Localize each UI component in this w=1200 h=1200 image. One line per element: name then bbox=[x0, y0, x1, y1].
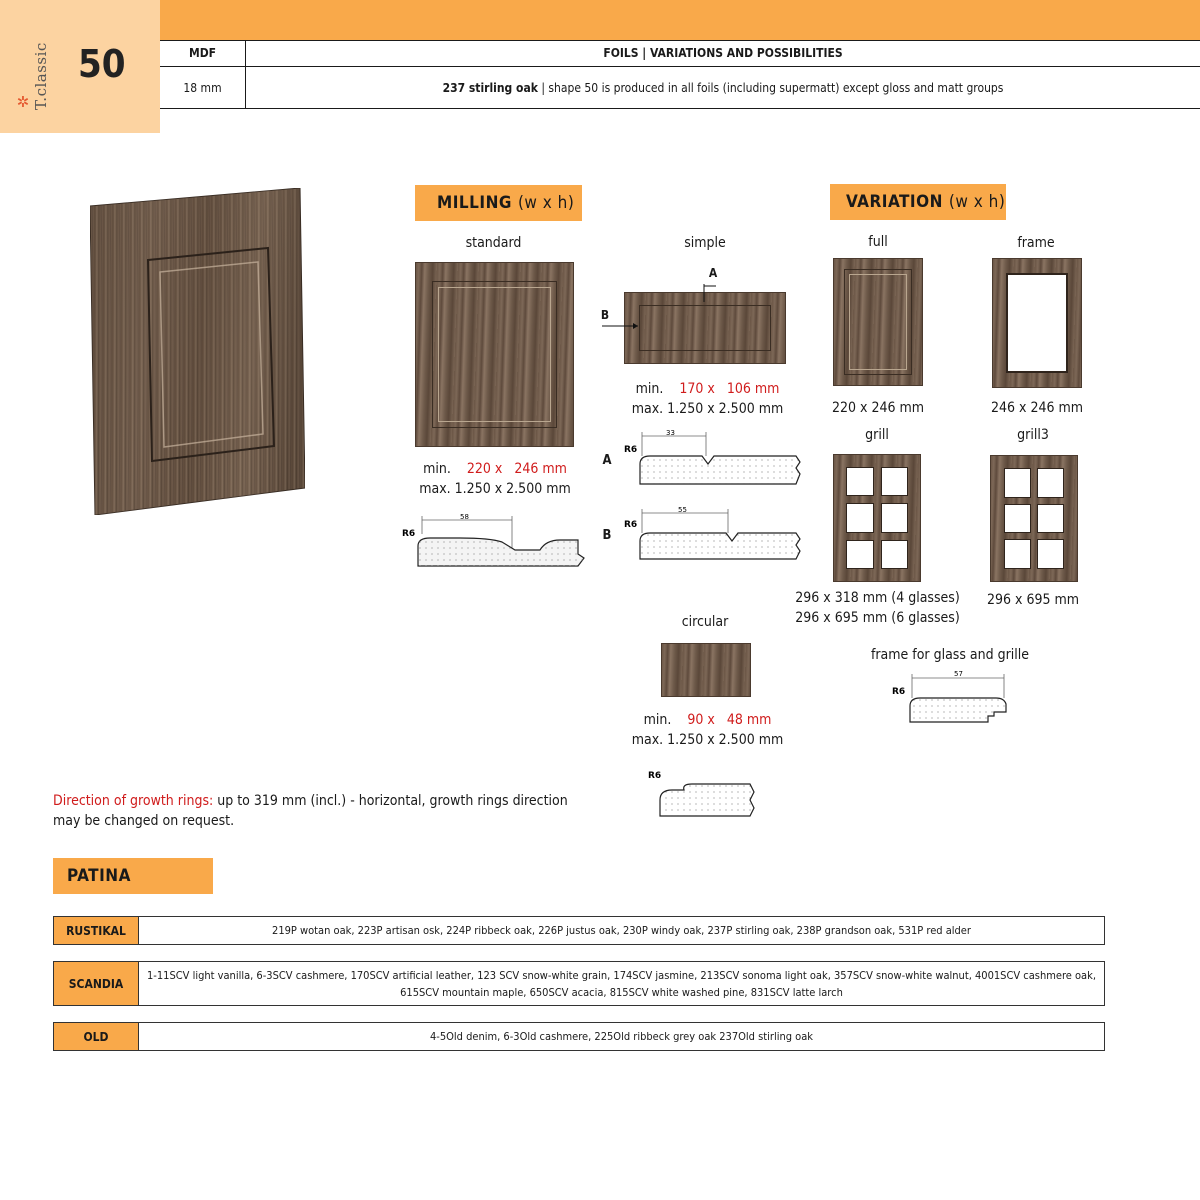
milling-circular-min: min. 90 x 48 mm bbox=[643, 712, 772, 728]
circular-profile bbox=[646, 766, 761, 822]
frame-profile-drawing bbox=[888, 668, 1018, 728]
header-rule-top bbox=[160, 40, 1200, 41]
simple-dimension-arrows bbox=[600, 278, 720, 338]
profile-b-radius-label: R6 bbox=[624, 520, 638, 530]
milling-simple-min: min. 170 x 106 mm bbox=[635, 381, 780, 397]
patina-values: 4-5Old denim, 6-3Old cashmere, 225Old ribbeck grey oak 237Old stirling oak bbox=[429, 1030, 813, 1043]
profile-a-radius-label: R6 bbox=[624, 445, 638, 455]
milling-standard-label: standard bbox=[465, 235, 522, 251]
patina-row-old bbox=[53, 1022, 1105, 1051]
variation-full-label: full bbox=[868, 234, 888, 250]
foils-description: 237 stirling oak | shape 50 is produced in all foils (including supermatt) except gloss and matt groups bbox=[442, 81, 1004, 95]
door-front-image bbox=[90, 188, 305, 515]
variation-grill-dims-2: 296 x 695 mm (6 glasses) bbox=[795, 610, 960, 626]
profile-a-drawing bbox=[622, 428, 802, 488]
variation-grill3-dims: 296 x 695 mm bbox=[986, 592, 1080, 608]
variation-title: VARIATION (w x h) bbox=[830, 184, 1006, 220]
milling-standard-profile bbox=[400, 510, 585, 570]
variation-grill-image bbox=[833, 454, 921, 582]
simple-marker-b: B bbox=[600, 308, 610, 322]
milling-simple-label: simple bbox=[684, 235, 726, 251]
standard-radius-label: R6 bbox=[402, 529, 416, 539]
variation-frame-label: frame bbox=[1017, 235, 1055, 251]
variation-full-dims: 220 x 246 mm bbox=[831, 400, 925, 416]
milling-circular-label: circular bbox=[681, 614, 729, 630]
header-rule-bottom bbox=[160, 108, 1200, 109]
variation-grill-dims-1: 296 x 318 mm (4 glasses) bbox=[795, 590, 960, 606]
shape-number: 50 bbox=[78, 42, 126, 86]
milling-title: MILLING (w x h) bbox=[415, 185, 582, 221]
foils-heading: FOILS | VARIATIONS AND POSSIBILITIES bbox=[603, 46, 843, 60]
patina-tag: RUSTIKAL bbox=[54, 917, 139, 944]
frame-profile-radius-label: R6 bbox=[892, 687, 906, 697]
variation-frame-dims: 246 x 246 mm bbox=[990, 400, 1084, 416]
patina-values: 219P wotan oak, 223P artisan osk, 224P ribbeck oak, 226P justus oak, 230P windy oak, 237P stirling oak, 238P grandson oak, 531P red alder bbox=[272, 924, 971, 937]
profile-a-dimension-label: 33 bbox=[666, 429, 675, 437]
patina-values: 1-11SCV light vanilla, 6-3SCV cashmere, 170SCV artificial leather, 123 SCV snow-white grain, 174SCV jasmine, 213SCV sonoma light oak, 357SCV snow-white walnut, 4001SCV cashmere oak, 615SCV mountain maple, 650SCV acacia, 815SCV white washed pine, 831SCV latte larch bbox=[147, 968, 1096, 999]
growth-rings-note: Direction of growth rings: up to 319 mm (incl.) - horizontal, growth rings direction may be changed on request. bbox=[53, 793, 568, 829]
mdf-heading: MDF bbox=[188, 46, 217, 60]
milling-standard-image bbox=[415, 262, 574, 447]
circular-radius-label: R6 bbox=[648, 771, 662, 781]
header-rule-mid bbox=[160, 66, 1200, 67]
patina-row-rustikal bbox=[53, 916, 1105, 945]
frame-profile-dimension-label: 57 bbox=[954, 670, 963, 678]
variation-frame-image bbox=[992, 258, 1082, 388]
milling-circular-image bbox=[661, 643, 751, 697]
brand-logo: ✲ T.classic bbox=[14, 42, 50, 110]
profile-b-drawing bbox=[622, 503, 802, 563]
milling-standard-max: max. 1.250 x 2.500 mm bbox=[419, 481, 571, 497]
patina-row-scandia bbox=[53, 961, 1105, 1006]
milling-simple-max: max. 1.250 x 2.500 mm bbox=[631, 401, 784, 417]
standard-dimension-label: 58 bbox=[460, 513, 469, 521]
profile-a-label: A bbox=[602, 453, 612, 468]
header-band bbox=[160, 0, 1200, 40]
patina-title: PATINA bbox=[53, 858, 213, 894]
milling-circular-max: max. 1.250 x 2.500 mm bbox=[631, 732, 784, 748]
variation-grill3-image bbox=[990, 455, 1078, 582]
patina-tag: OLD bbox=[54, 1023, 139, 1050]
variation-full-image bbox=[833, 258, 923, 386]
simple-marker-a: A bbox=[708, 266, 718, 280]
variation-grill3-label: grill3 bbox=[1017, 427, 1049, 443]
profile-b-label: B bbox=[602, 528, 612, 543]
frame-profile-label: frame for glass and grille bbox=[870, 647, 1030, 663]
variation-grill-label: grill bbox=[865, 427, 889, 443]
profile-b-dimension-label: 55 bbox=[678, 506, 687, 514]
milling-standard-min: min. 220 x 246 mm bbox=[423, 461, 567, 477]
patina-tag: SCANDIA bbox=[54, 962, 139, 1005]
thickness-value: 18 mm bbox=[183, 81, 222, 95]
